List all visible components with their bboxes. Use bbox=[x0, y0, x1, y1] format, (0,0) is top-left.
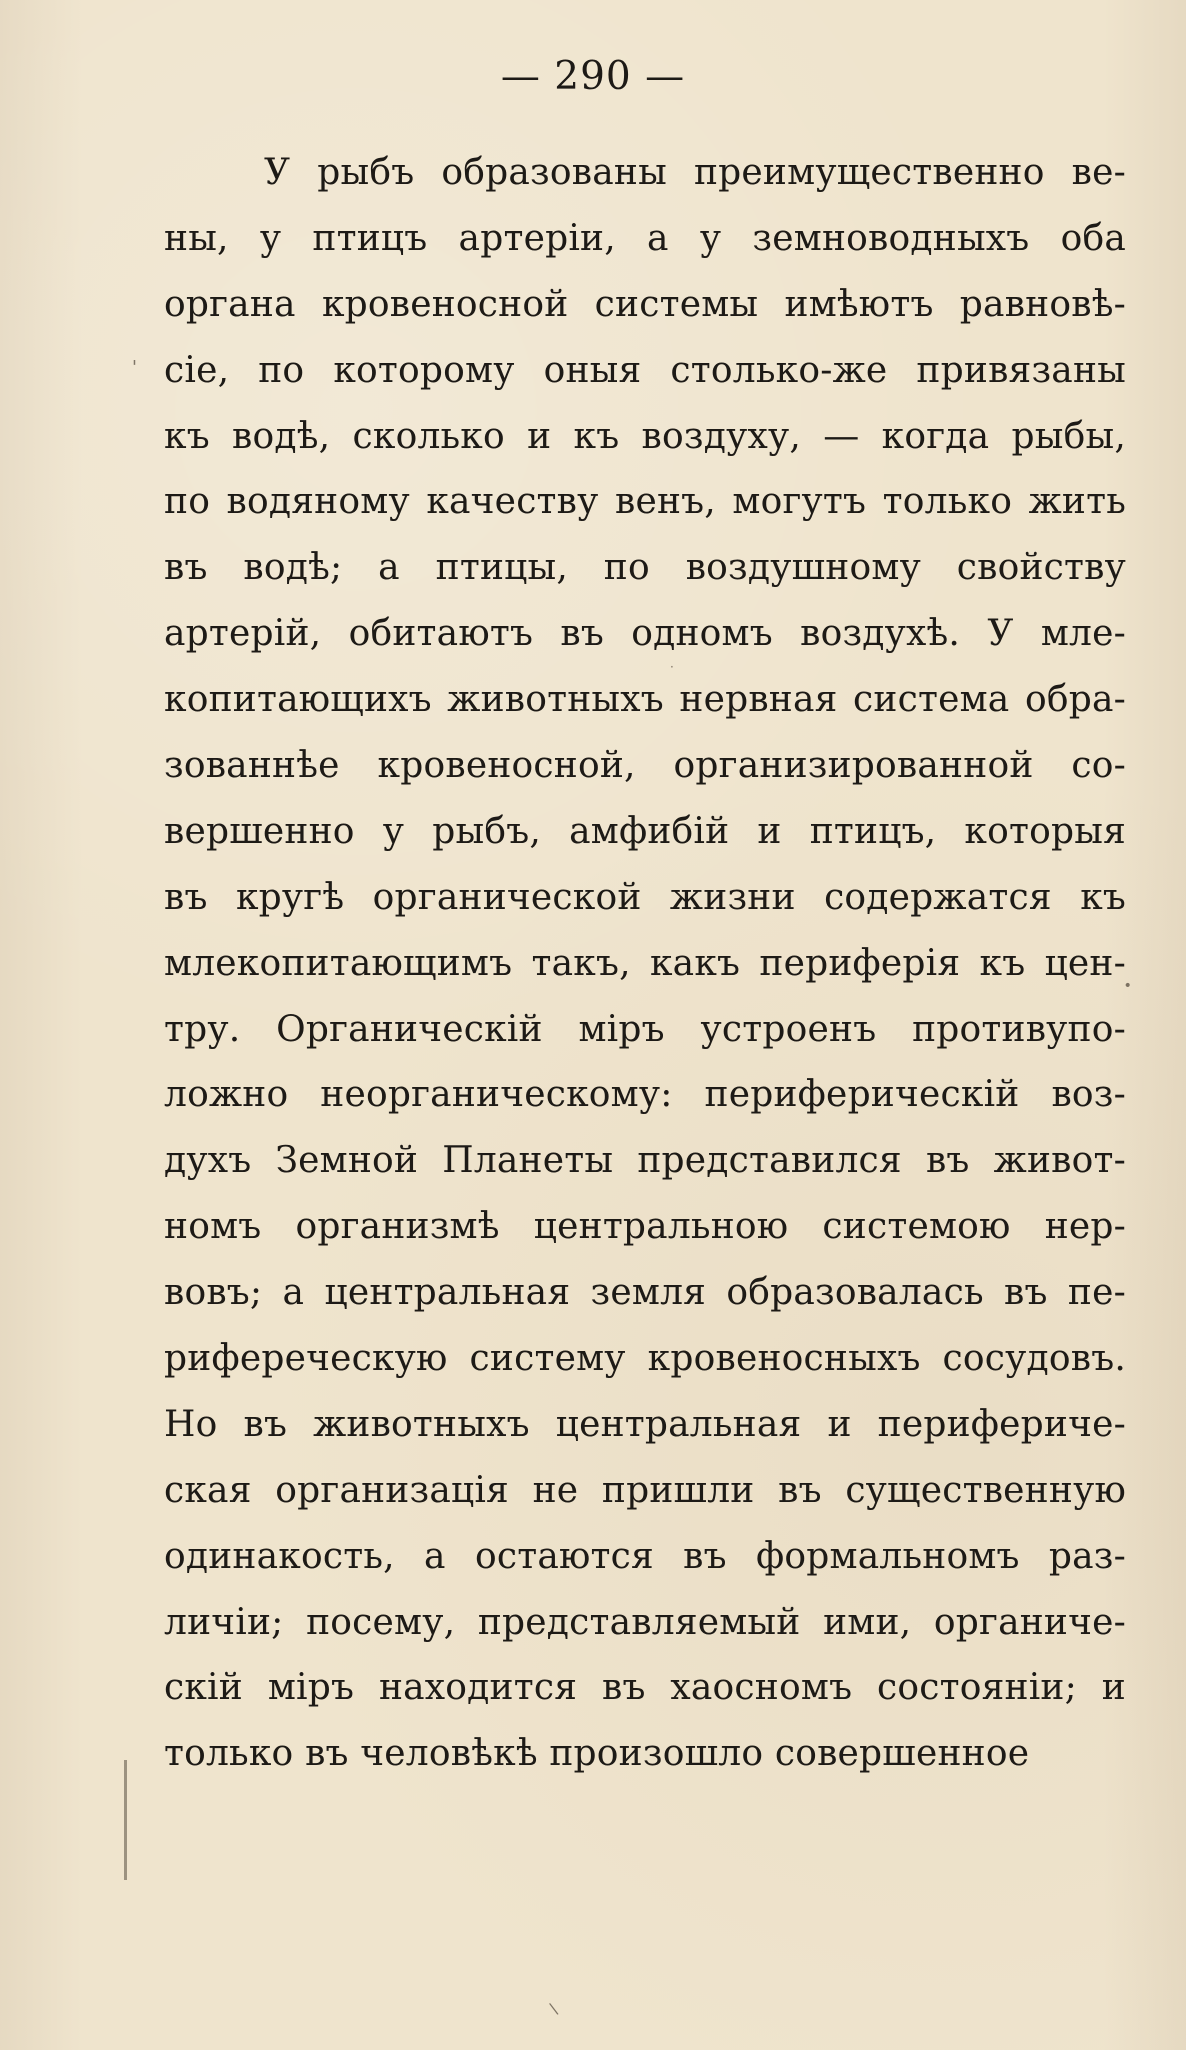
paper-speck-mark: • bbox=[1119, 977, 1135, 995]
text-line: вершенно у рыбъ, амфибій и птицъ, которыя bbox=[164, 810, 1126, 852]
text-line: млекопитающимъ такъ, какъ периферія къ цен- bbox=[164, 942, 1126, 984]
text-line: по водяному качеству венъ, могутъ только жить bbox=[164, 481, 1126, 523]
text-line: рифереческую систему кровеносныхъ сосудовъ. bbox=[164, 1338, 1126, 1380]
text-line: ны, у птицъ артеріи, а у земноводныхъ оба bbox=[164, 217, 1126, 259]
text-line: артерій, обитаютъ въ одномъ воздухѣ. У мле- bbox=[164, 613, 1126, 655]
text-line: къ водѣ, сколько и къ воздуху, — когда рыбы, bbox=[164, 415, 1126, 457]
margin-stroke-mark bbox=[124, 1760, 132, 1880]
text-line: зованнѣе кровеносной, организированной со- bbox=[164, 745, 1126, 787]
text-line: органа кровеносной системы имѣютъ равновѣ- bbox=[164, 283, 1126, 325]
text-line: скій міръ находится въ хаосномъ состояніи; и bbox=[164, 1667, 1126, 1709]
text-line: ская организація не пришли въ существенную bbox=[164, 1469, 1126, 1511]
paper-speck-mark: · bbox=[670, 660, 674, 674]
text-line: одинакость, а остаются въ формальномъ раз- bbox=[164, 1535, 1126, 1577]
paper-speck-mark: \ bbox=[547, 1998, 560, 2019]
text-line: сіе, по которому оныя столько-же привязаны bbox=[164, 349, 1126, 391]
paper-speck-mark: ' bbox=[132, 357, 137, 378]
text-line: въ кругѣ органической жизни содержатся къ bbox=[164, 876, 1126, 918]
text-line: Но въ животныхъ центральная и перифериче- bbox=[164, 1403, 1126, 1445]
text-line: вовъ; а центральная земля образовалась въ пе- bbox=[164, 1272, 1126, 1314]
text-line: въ водѣ; а птицы, по воздушному свойству bbox=[164, 547, 1126, 589]
text-line: духъ Земной Планеты представился въ живот- bbox=[164, 1140, 1126, 1182]
text-line: У рыбъ образованы преимущественно ве- bbox=[264, 152, 1126, 193]
text-line: ложно неорганическому: периферическій воз- bbox=[164, 1074, 1126, 1116]
body-text bbox=[164, 140, 1126, 1787]
text-line: тру. Органическій міръ устроенъ противупо- bbox=[164, 1008, 1126, 1050]
text-line: номъ организмѣ центральною системою нер- bbox=[164, 1206, 1126, 1248]
page-number: — 290 — bbox=[500, 54, 686, 99]
text-line: копитающихъ животныхъ нервная система обра- bbox=[164, 679, 1126, 721]
text-line: личіи; посему, представляемый ими, органиче- bbox=[164, 1601, 1126, 1643]
text-line: только въ человѣкѣ произошло совершенное bbox=[164, 1733, 1030, 1775]
